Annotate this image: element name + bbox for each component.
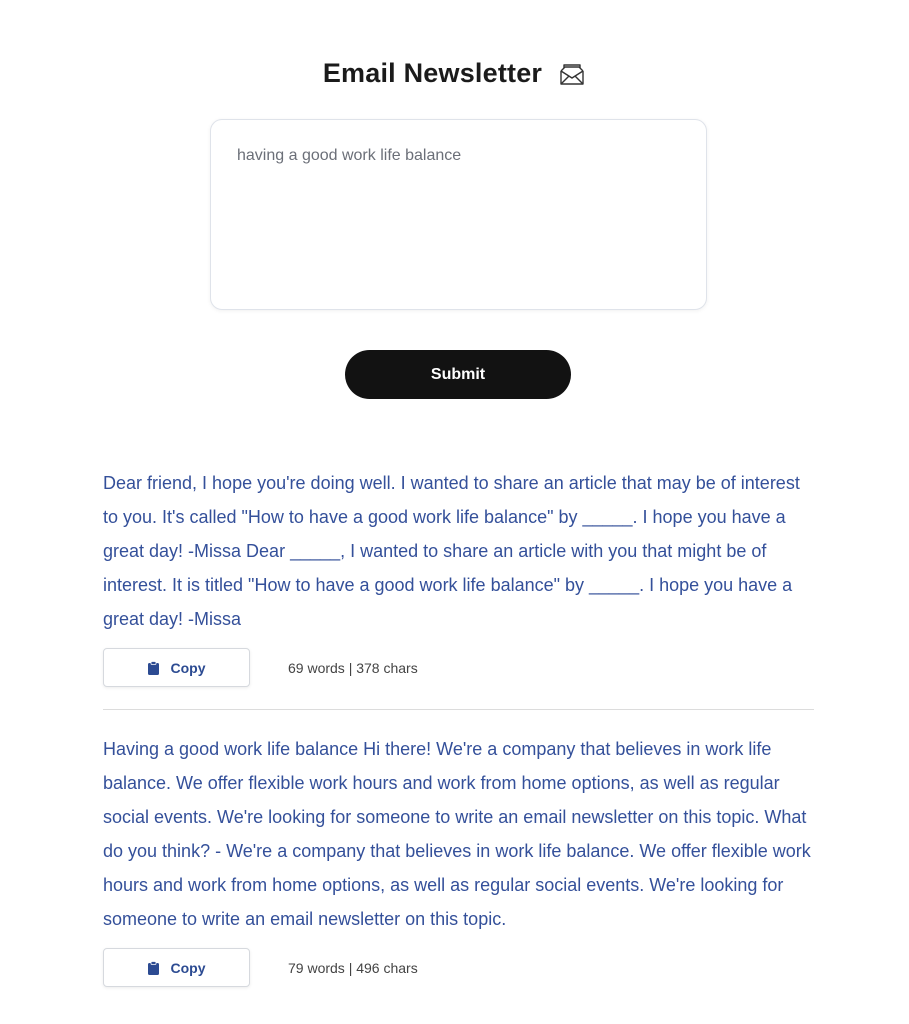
result-item: [103, 709, 814, 1009]
result-footer: [103, 648, 814, 687]
result-footer: [103, 948, 814, 987]
word-char-count: 69 words | 378 chars: [288, 659, 418, 676]
copy-button-label: Copy: [170, 659, 206, 676]
results-list: [103, 466, 814, 1009]
copy-button[interactable]: [103, 948, 250, 987]
prompt-input[interactable]: [237, 144, 680, 285]
submit-button[interactable]: Submit: [345, 350, 571, 399]
result-item: [103, 466, 814, 709]
copy-button-label: Copy: [170, 959, 206, 976]
word-char-count: 79 words | 496 chars: [288, 959, 418, 976]
clipboard-icon: [148, 961, 159, 975]
prompt-box: [210, 119, 707, 310]
result-text: Having a good work life balance Hi there! We're a company that believes in work life balance. We offer flexible work hours and work from home options, as well as regular social events. We're looking for someone to write an email newsletter on this topic. What do you think? - We're a company that believes in work life balance. We offer flexible work hours and work from home options, as well as regular social events. We're looking for someone to write an email newsletter on this topic.: [103, 739, 811, 929]
clipboard-icon: [148, 661, 159, 675]
envelope-icon: [558, 60, 586, 88]
copy-button[interactable]: [103, 648, 250, 687]
result-text: Dear friend, I hope you're doing well. I wanted to share an article that may be of interest to you. It's called "How to have a good work life balance" by _____. I hope you have a great day! -Missa Dear _____, I wanted to share an article with you that might be of interest. It is titled "How to have a good work life balance" by _____. I hope you have a great day! -Missa: [103, 473, 800, 629]
page-header: [0, 58, 909, 89]
page-title: Email Newsletter: [322, 58, 543, 88]
